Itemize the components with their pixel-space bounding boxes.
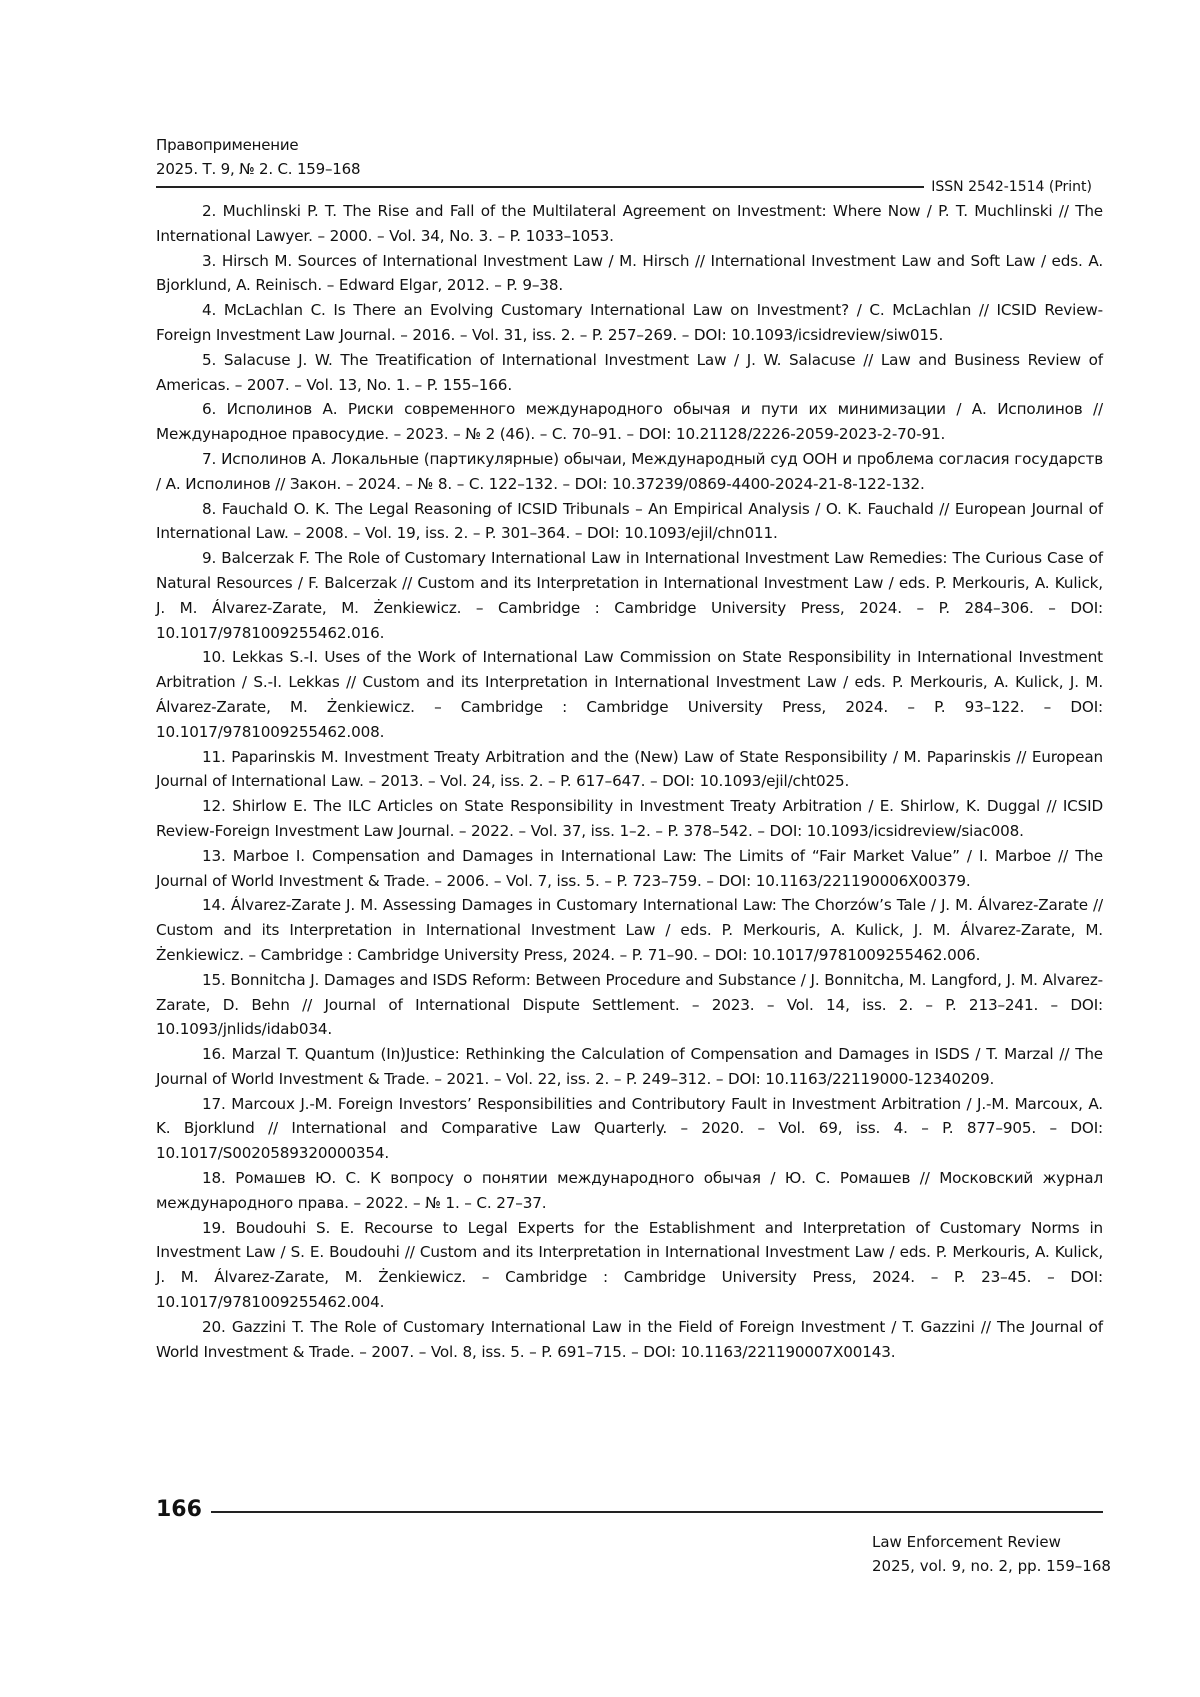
footer-divider	[211, 1511, 1103, 1513]
header-divider	[156, 186, 924, 188]
reference-item: 11. Paparinskis M. Investment Treaty Arbitration and the (New) Law of State Responsibility / M. Paparinskis // European Journal of International Law. – 2013. – Vol. 24, iss. 2. – P. 617–647. – DOI: 10.1093/ejil/cht025.	[156, 745, 1103, 795]
reference-item: 19. Boudouhi S. E. Recourse to Legal Experts for the Establishment and Interpretation of Customary Norms in Investment Law / S. E. Boudouhi // Custom and its Interpretation in International Investment Law / eds. P. Merkouris, A. Kulick, J. M. Álvarez-Zarate, M. Żenkiewicz. – Cambridge : Cambridge University Press, 2024. – P. 23–45. – DOI: 10.1017/9781009255462.004.	[156, 1216, 1103, 1315]
reference-item: 4. McLachlan C. Is There an Evolving Customary International Law on Investment? / C. McLachlan // ICSID Review-Foreign Investment Law Journal. – 2016. – Vol. 31, iss. 2. – P. 257–269. – DOI: 10.1093/icsidreview/siw015.	[156, 298, 1103, 348]
reference-item: 8. Fauchald O. K. The Legal Reasoning of ICSID Tribunals – An Empirical Analysis / O. K. Fauchald // European Journal of International Law. – 2008. – Vol. 19, iss. 2. – P. 301–364. – DOI: 10.1093/ejil/chn011.	[156, 497, 1103, 547]
reference-item: 18. Ромашев Ю. С. К вопросу о понятии международного обычая / Ю. С. Ромашев // Московский журнал международного права. – 2022. – № 1. – С. 27–37.	[156, 1166, 1103, 1216]
reference-item: 3. Hirsch M. Sources of International Investment Law / M. Hirsch // International Investment Law and Soft Law / eds. A. Bjorklund, A. Reinisch. – Edward Elgar, 2012. – P. 9–38.	[156, 249, 1103, 299]
reference-item: 20. Gazzini T. The Role of Customary International Law in the Field of Foreign Investment / T. Gazzini // The Journal of World Investment & Trade. – 2007. – Vol. 8, iss. 5. – P. 691–715. – DOI: 10.1163/221190007X00143.	[156, 1315, 1103, 1365]
journal-title-en: Law Enforcement Review	[872, 1530, 1111, 1554]
reference-item: 16. Marzal T. Quantum (In)Justice: Rethinking the Calculation of Compensation and Damages in ISDS / T. Marzal // The Journal of World Investment & Trade. – 2021. – Vol. 22, iss. 2. – P. 249–312. – DOI: 10.1163/22119000-12340209.	[156, 1042, 1103, 1092]
running-header	[156, 133, 360, 181]
reference-item: 15. Bonnitcha J. Damages and ISDS Reform: Between Procedure and Substance / J. Bonnitcha, M. Langford, J. M. Alvarez-Zarate, D. Behn // Journal of International Dispute Settlement. – 2023. – Vol. 14, iss. 2. – P. 213–241. – DOI: 10.1093/jnlids/idab034.	[156, 968, 1103, 1042]
issn-label: ISSN 2542-1514 (Print)	[931, 177, 1092, 197]
issue-info-en: 2025, vol. 9, no. 2, pp. 159–168	[872, 1554, 1111, 1578]
page-number: 166	[156, 1495, 202, 1525]
journal-title-ru: Правоприменение	[156, 133, 360, 157]
reference-item: 5. Salacuse J. W. The Treatification of International Investment Law / J. W. Salacuse // Law and Business Review of Americas. – 2007. – Vol. 13, No. 1. – P. 155–166.	[156, 348, 1103, 398]
reference-item: 13. Marboe I. Compensation and Damages in International Law: The Limits of “Fair Market Value” / I. Marboe // The Journal of World Investment & Trade. – 2006. – Vol. 7, iss. 5. – P. 723–759. – DOI: 10.1163/221190006X00379.	[156, 844, 1103, 894]
reference-item: 17. Marcoux J.-M. Foreign Investors’ Responsibilities and Contributory Fault in Investment Arbitration / J.-M. Marcoux, A. K. Bjorklund // International and Comparative Law Quarterly. – 2020. – Vol. 69, iss. 4. – P. 877–905. – DOI: 10.1017/S0020589320000354.	[156, 1092, 1103, 1166]
reference-item: 9. Balcerzak F. The Role of Customary International Law in International Investment Law Remedies: The Curious Case of Natural Resources / F. Balcerzak // Custom and its Interpretation in International Investment Law / eds. P. Merkouris, A. Kulick, J. M. Álvarez-Zarate, M. Żenkiewicz. – Cambridge : Cambridge University Press, 2024. – P. 284–306. – DOI: 10.1017/9781009255462.016.	[156, 546, 1103, 645]
reference-item: 2. Muchlinski P. T. The Rise and Fall of the Multilateral Agreement on Investment: Where Now / P. T. Muchlinski // The International Lawyer. – 2000. – Vol. 34, No. 3. – P. 1033–1053.	[156, 199, 1103, 249]
reference-item: 14. Álvarez-Zarate J. M. Assessing Damages in Customary International Law: The Chorzów’s Tale / J. M. Álvarez-Zarate // Custom and its Interpretation in International Investment Law / eds. P. Merkouris, A. Kulick, J. M. Álvarez-Zarate, M. Żenkiewicz. – Cambridge : Cambridge University Press, 2024. – P. 71–90. – DOI: 10.1017/9781009255462.006.	[156, 893, 1103, 967]
issue-info-ru: 2025. Т. 9, № 2. С. 159–168	[156, 157, 360, 181]
reference-item: 10. Lekkas S.-I. Uses of the Work of International Law Commission on State Responsibility in International Investment Arbitration / S.-I. Lekkas // Custom and its Interpretation in International Investment Law / eds. P. Merkouris, A. Kulick, J. M. Álvarez-Zarate, M. Żenkiewicz. – Cambridge : Cambridge University Press, 2024. – P. 93–122. – DOI: 10.1017/9781009255462.008.	[156, 645, 1103, 744]
reference-item: 6. Исполинов А. Риски современного международного обычая и пути их минимизации / А. Исполинов // Международное правосудие. – 2023. – № 2 (46). – С. 70–91. – DOI: 10.21128/2226-2059-2023-2-70-91.	[156, 397, 1103, 447]
reference-list	[156, 199, 1103, 1364]
reference-item: 7. Исполинов А. Локальные (партикулярные) обычаи, Международный суд ООН и проблема согласия государств / А. Исполинов // Закон. – 2024. – № 8. – С. 122–132. – DOI: 10.37239/0869-4400-2024-21-8-122-132.	[156, 447, 1103, 497]
running-footer	[872, 1530, 1111, 1578]
reference-item: 12. Shirlow E. The ILC Articles on State Responsibility in Investment Treaty Arbitration / E. Shirlow, K. Duggal // ICSID Review-Foreign Investment Law Journal. – 2022. – Vol. 37, iss. 1–2. – P. 378–542. – DOI: 10.1093/icsidreview/siac008.	[156, 794, 1103, 844]
